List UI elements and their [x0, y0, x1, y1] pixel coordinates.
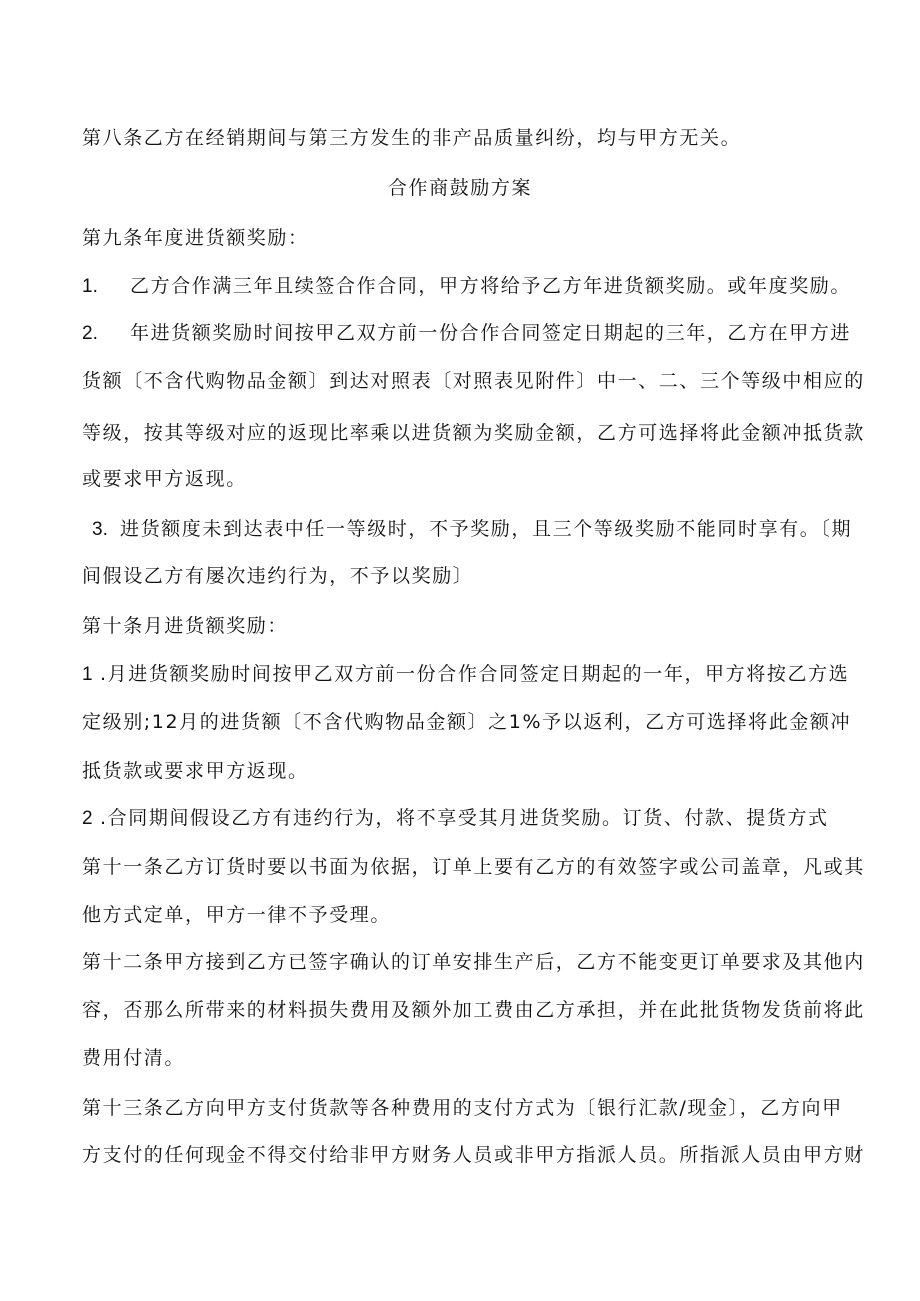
paragraph-line: 他方式定单，甲方一律不予受理。	[82, 904, 392, 926]
article-9-item-1	[82, 274, 852, 299]
paragraph-line: 容，否那么所带来的材料损失费用及额外加工费由乙方承担，并在此批货物发货前将此	[82, 999, 865, 1021]
item-text: 乙方合作满三年且续签合作合同，甲方将给予乙方年进货额奖励。或年度奖励。	[130, 275, 852, 297]
paragraph-line: 抵货款或要求甲方返现。	[82, 760, 309, 782]
item-number: 2.	[82, 323, 98, 344]
paragraph-line: 间假设乙方有屡次违约行为，不予以奖励〕	[82, 565, 474, 587]
item-number: 3.	[92, 519, 108, 540]
article-12-line: 第十二条甲方接到乙方已签字确认的订单安排生产后，乙方不能变更订单要求及其他内	[82, 951, 865, 973]
article-10-item-2	[82, 806, 842, 831]
paragraph-line: 等级，按其等级对应的返现比率乘以进货额为奖励金额，乙方可选择将此金额冲抵货款	[82, 422, 865, 444]
item-text: 进货额度未到达表中任一等级时，不予奖励，且三个等级奖励不能同时享有。〔期	[120, 518, 853, 540]
item-number: 1.	[82, 276, 98, 297]
paragraph-line: 定级别;12月的进货额〔不含代购物品金额〕之1%予以返利，乙方可选择将此金额冲	[82, 711, 852, 733]
article-13-line: 第十三条乙方向甲方支付货款等各种费用的支付方式为〔银行汇款/现金〕，乙方向甲	[82, 1097, 843, 1119]
article-8-line: 第八条乙方在经销期间与第三方发生的非产品质量纠纷，均与甲方无关。	[82, 127, 742, 149]
item-text: .月进货额奖励时间按甲乙双方前一份合作合同签定日期起的一年，甲方将按乙方选	[100, 663, 850, 685]
article-10-item-1	[82, 662, 850, 687]
paragraph-line: 费用付清。	[82, 1047, 186, 1069]
article-9-item-3	[92, 517, 852, 542]
paragraph-line: 或要求甲方返现。	[82, 468, 247, 490]
item-number: 2	[82, 808, 93, 829]
article-10-heading: 第十条月进货额奖励：	[82, 615, 289, 637]
paragraph-line: 货额〔不含代购物品金额〕到达对照表〔对照表见附件〕中一、二、三个等级中相应的	[82, 370, 865, 392]
paragraph-line: 方支付的任何现金不得交付给非甲方财务人员或非甲方指派人员。所指派人员由甲方财	[82, 1144, 865, 1166]
article-9-item-2	[82, 321, 852, 346]
article-9-heading: 第九条年度进货额奖励：	[82, 227, 309, 249]
item-text: .合同期间假设乙方有违约行为，将不享受其月进货奖励。订货、付款、提货方式	[100, 807, 829, 829]
item-text: 年进货额奖励时间按甲乙双方前一份合作合同签定日期起的三年，乙方在甲方进	[130, 322, 852, 344]
item-number: 1	[82, 664, 93, 685]
section-title: 合作商鼓励方案	[387, 177, 533, 199]
article-11-line: 第十一条乙方订货时要以书面为依据，订单上要有乙方的有效签字或公司盖章，凡或其	[82, 856, 865, 878]
